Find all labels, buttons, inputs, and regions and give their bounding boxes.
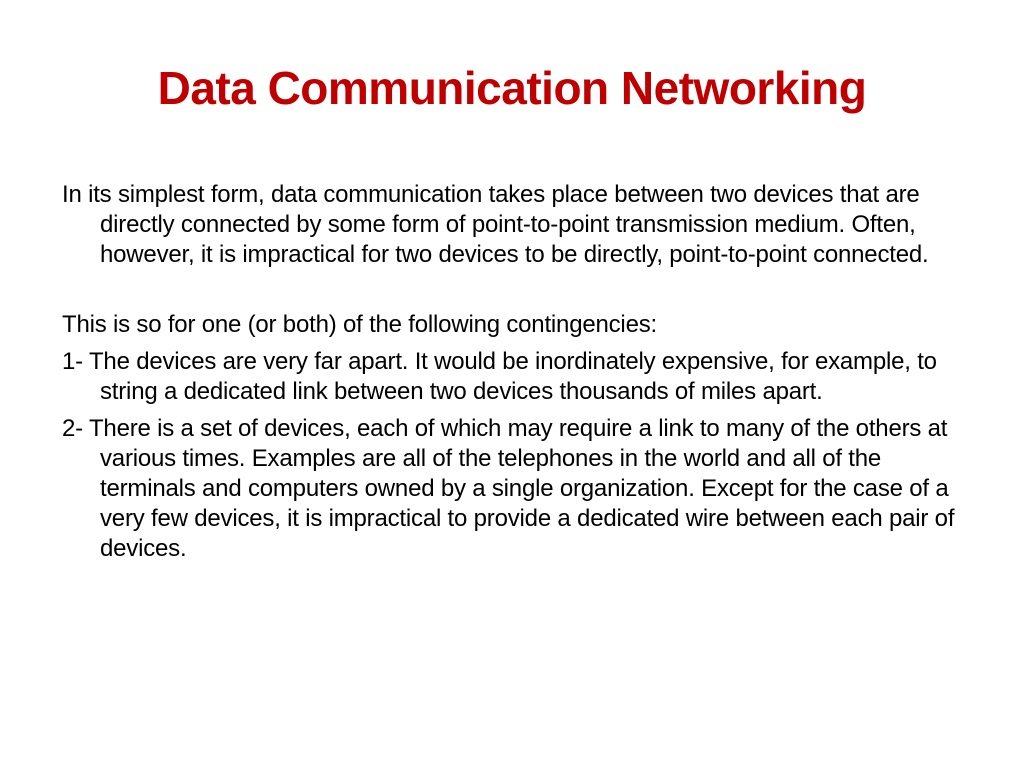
paragraph-contingency-2: 2- There is a set of devices, each of which may require a link to many of the others at various times. Examples are all of the telephones in the world and all of the terminals and computers owned by a single organization. Except for the case of a very few devices, it is impractical to provide a dedicated wire between each pair of devices. [62, 415, 955, 562]
paragraph-contingencies-lead: This is so for one (or both) of the following contingencies: [62, 311, 657, 338]
paragraph-contingency-1: 1- The devices are very far apart. It would be inordinately expensive, for example, to string a dedicated link between two devices thousands of miles apart. [62, 348, 937, 405]
slide-title: Data Communication Networking [157, 62, 867, 114]
slide-body [62, 180, 972, 564]
paragraph-intro: In its simplest form, data communication takes place between two devices that are directly connected by some form of point-to-point transmission medium. Often, however, it is impractical for two devices to be directly, point-to-point connected. [62, 181, 929, 268]
